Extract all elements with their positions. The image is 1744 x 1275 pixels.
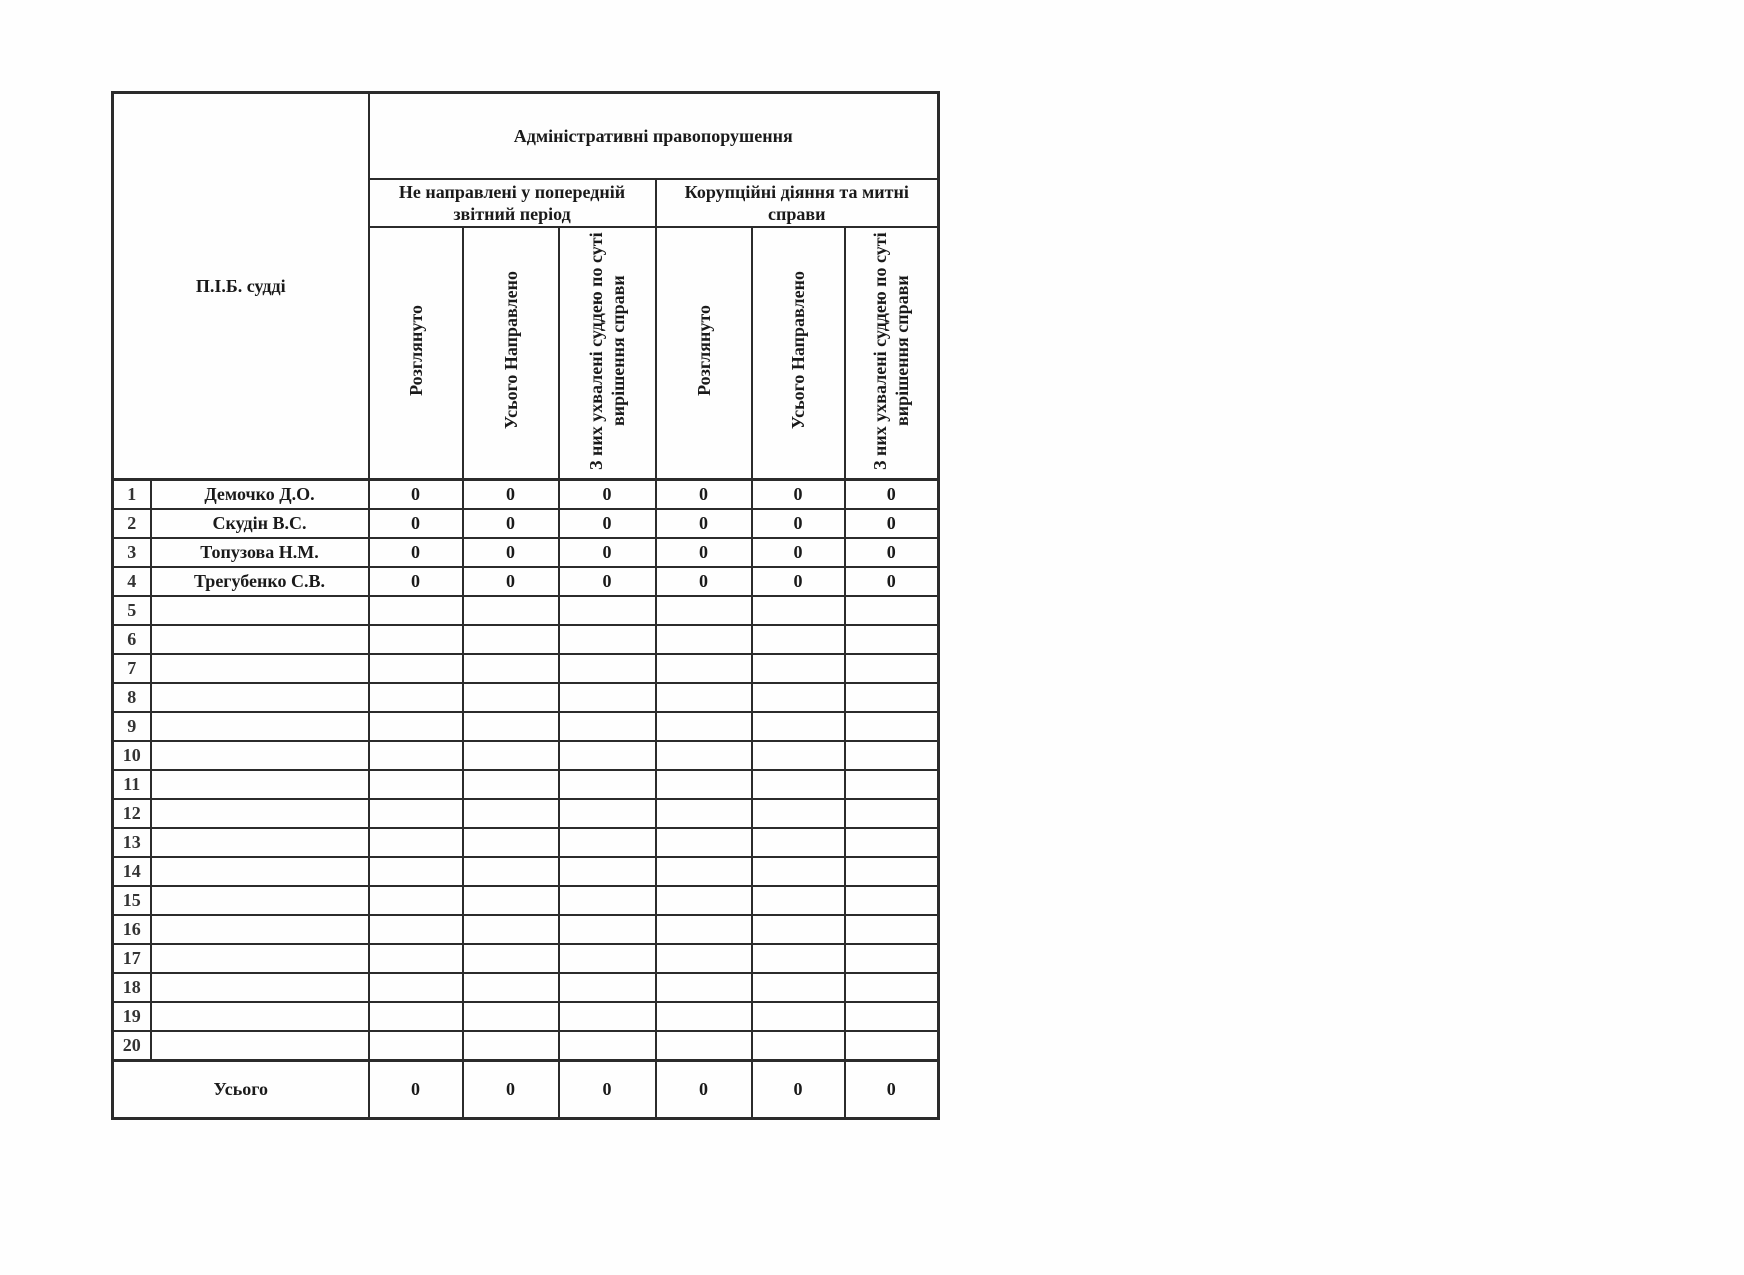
value-cell xyxy=(845,596,939,625)
judge-name-cell xyxy=(151,799,369,828)
value-cell xyxy=(463,741,559,770)
row-number: 3 xyxy=(113,538,151,567)
value-cell: 0 xyxy=(463,538,559,567)
value-cell xyxy=(752,712,845,741)
value-cell xyxy=(559,857,656,886)
total-value-cell: 0 xyxy=(559,1061,656,1119)
column-header xyxy=(559,227,656,480)
value-cell: 0 xyxy=(559,538,656,567)
judge-name-cell xyxy=(151,625,369,654)
value-cell xyxy=(656,857,752,886)
value-cell: 0 xyxy=(463,509,559,538)
value-cell xyxy=(559,944,656,973)
value-cell xyxy=(845,1002,939,1031)
value-cell xyxy=(463,944,559,973)
value-cell xyxy=(463,712,559,741)
row-number: 16 xyxy=(113,915,151,944)
value-cell xyxy=(656,712,752,741)
value-cell xyxy=(559,973,656,1002)
value-cell: 0 xyxy=(463,480,559,510)
column-header-label: З них ухвалені суддею по суті вирішення справи xyxy=(586,231,628,470)
value-cell xyxy=(656,741,752,770)
value-cell xyxy=(656,654,752,683)
value-cell xyxy=(559,799,656,828)
judge-name-cell: Скудін В.С. xyxy=(151,509,369,538)
table-row xyxy=(113,973,939,1002)
value-cell xyxy=(752,915,845,944)
value-cell xyxy=(463,683,559,712)
row-number: 19 xyxy=(113,1002,151,1031)
table-row xyxy=(113,538,939,567)
value-cell xyxy=(369,799,463,828)
total-row xyxy=(113,1061,939,1119)
value-cell xyxy=(463,857,559,886)
judge-name-cell: Трегубенко С.В. xyxy=(151,567,369,596)
value-cell: 0 xyxy=(559,509,656,538)
row-number: 14 xyxy=(113,857,151,886)
value-cell: 0 xyxy=(656,480,752,510)
table-row xyxy=(113,712,939,741)
value-cell xyxy=(752,828,845,857)
value-cell xyxy=(752,741,845,770)
value-cell xyxy=(845,944,939,973)
value-cell xyxy=(369,712,463,741)
row-number: 1 xyxy=(113,480,151,510)
value-cell xyxy=(463,770,559,799)
value-cell xyxy=(463,596,559,625)
table-row xyxy=(113,741,939,770)
row-number: 12 xyxy=(113,799,151,828)
table-row xyxy=(113,1002,939,1031)
row-number: 20 xyxy=(113,1031,151,1061)
value-cell xyxy=(463,886,559,915)
value-cell xyxy=(656,625,752,654)
value-cell: 0 xyxy=(369,480,463,510)
value-cell xyxy=(845,625,939,654)
value-cell xyxy=(369,944,463,973)
value-cell xyxy=(369,683,463,712)
value-cell xyxy=(559,654,656,683)
value-cell xyxy=(845,1031,939,1061)
table-row xyxy=(113,915,939,944)
row-number: 10 xyxy=(113,741,151,770)
table-row xyxy=(113,944,939,973)
judge-name-cell: Топузова Н.М. xyxy=(151,538,369,567)
table-row xyxy=(113,828,939,857)
value-cell xyxy=(463,654,559,683)
table-row xyxy=(113,857,939,886)
value-cell xyxy=(752,973,845,1002)
column-header xyxy=(463,227,559,480)
value-cell: 0 xyxy=(369,567,463,596)
judge-name-header: П.І.Б. судді xyxy=(113,93,369,480)
value-cell: 0 xyxy=(845,480,939,510)
total-value-cell: 0 xyxy=(463,1061,559,1119)
table-row xyxy=(113,480,939,510)
value-cell xyxy=(845,886,939,915)
value-cell xyxy=(369,596,463,625)
judge-name-cell xyxy=(151,828,369,857)
value-cell xyxy=(369,770,463,799)
column-header-label: Розглянуто xyxy=(693,305,714,396)
table-row xyxy=(113,654,939,683)
value-cell xyxy=(369,828,463,857)
value-cell xyxy=(369,886,463,915)
row-number: 6 xyxy=(113,625,151,654)
value-cell xyxy=(369,857,463,886)
value-cell xyxy=(463,973,559,1002)
judge-name-cell xyxy=(151,770,369,799)
value-cell xyxy=(752,857,845,886)
row-number: 8 xyxy=(113,683,151,712)
row-number: 2 xyxy=(113,509,151,538)
judge-name-cell xyxy=(151,654,369,683)
value-cell xyxy=(656,944,752,973)
value-cell xyxy=(752,799,845,828)
value-cell xyxy=(752,683,845,712)
value-cell: 0 xyxy=(656,567,752,596)
value-cell: 0 xyxy=(656,509,752,538)
value-cell: 0 xyxy=(845,567,939,596)
row-number: 9 xyxy=(113,712,151,741)
row-number: 17 xyxy=(113,944,151,973)
value-cell: 0 xyxy=(752,509,845,538)
value-cell xyxy=(369,1002,463,1031)
column-header-label: Усього Направлено xyxy=(788,271,808,430)
value-cell xyxy=(845,741,939,770)
value-cell xyxy=(369,1031,463,1061)
total-value-cell: 0 xyxy=(369,1061,463,1119)
judge-name-cell xyxy=(151,1002,369,1031)
row-number: 7 xyxy=(113,654,151,683)
column-header xyxy=(752,227,845,480)
column-header xyxy=(845,227,939,480)
value-cell: 0 xyxy=(369,509,463,538)
value-cell xyxy=(656,799,752,828)
table-row xyxy=(113,799,939,828)
value-cell xyxy=(752,770,845,799)
table-row xyxy=(113,770,939,799)
value-cell xyxy=(656,1002,752,1031)
value-cell xyxy=(463,828,559,857)
value-cell xyxy=(656,828,752,857)
row-number: 11 xyxy=(113,770,151,799)
table-row xyxy=(113,596,939,625)
total-label: Усього xyxy=(113,1061,369,1119)
value-cell xyxy=(463,799,559,828)
judge-name-cell xyxy=(151,886,369,915)
column-header xyxy=(656,227,752,480)
judge-name-cell xyxy=(151,857,369,886)
row-number: 18 xyxy=(113,973,151,1002)
judge-name-cell xyxy=(151,683,369,712)
value-cell xyxy=(656,770,752,799)
value-cell xyxy=(656,683,752,712)
subgroup-header-not-sent: Не направлені у попередній звітний період xyxy=(369,179,656,227)
value-cell xyxy=(369,915,463,944)
value-cell xyxy=(656,596,752,625)
judge-name-cell xyxy=(151,973,369,1002)
value-cell xyxy=(559,712,656,741)
value-cell xyxy=(369,654,463,683)
value-cell xyxy=(845,770,939,799)
column-header-label: Усього Направлено xyxy=(500,271,521,430)
value-cell xyxy=(656,1031,752,1061)
value-cell xyxy=(463,1002,559,1031)
value-cell xyxy=(752,654,845,683)
value-cell: 0 xyxy=(845,538,939,567)
value-cell xyxy=(752,1031,845,1061)
value-cell xyxy=(559,1031,656,1061)
value-cell xyxy=(559,915,656,944)
row-number: 15 xyxy=(113,886,151,915)
row-number: 5 xyxy=(113,596,151,625)
value-cell: 0 xyxy=(752,480,845,510)
column-header xyxy=(369,227,463,480)
judge-name-cell xyxy=(151,741,369,770)
value-cell xyxy=(463,1031,559,1061)
judge-name-cell xyxy=(151,915,369,944)
value-cell xyxy=(369,741,463,770)
value-cell xyxy=(369,973,463,1002)
total-value-cell: 0 xyxy=(752,1061,845,1119)
value-cell xyxy=(752,625,845,654)
value-cell: 0 xyxy=(559,480,656,510)
value-cell xyxy=(559,683,656,712)
value-cell xyxy=(463,915,559,944)
judge-name-cell xyxy=(151,1031,369,1061)
value-cell: 0 xyxy=(752,538,845,567)
value-cell xyxy=(559,770,656,799)
value-cell xyxy=(752,1002,845,1031)
subgroup-header-corruption: Корупційні діяння та митні справи xyxy=(656,179,939,227)
judges-report-table xyxy=(111,91,940,1120)
judge-name-cell xyxy=(151,596,369,625)
value-cell xyxy=(845,857,939,886)
value-cell xyxy=(656,886,752,915)
value-cell xyxy=(752,886,845,915)
value-cell xyxy=(559,886,656,915)
value-cell xyxy=(559,625,656,654)
value-cell xyxy=(845,683,939,712)
value-cell xyxy=(752,596,845,625)
value-cell xyxy=(656,915,752,944)
value-cell: 0 xyxy=(369,538,463,567)
value-cell xyxy=(369,625,463,654)
row-number: 4 xyxy=(113,567,151,596)
value-cell xyxy=(845,799,939,828)
group-header: Адміністративні правопорушення xyxy=(369,93,939,180)
table-row xyxy=(113,567,939,596)
value-cell: 0 xyxy=(845,509,939,538)
value-cell: 0 xyxy=(463,567,559,596)
judge-name-cell xyxy=(151,944,369,973)
value-cell xyxy=(752,944,845,973)
value-cell xyxy=(845,654,939,683)
value-cell: 0 xyxy=(559,567,656,596)
table-row xyxy=(113,886,939,915)
row-number: 13 xyxy=(113,828,151,857)
value-cell xyxy=(559,741,656,770)
value-cell xyxy=(463,625,559,654)
column-header-label: Розглянуто xyxy=(405,305,426,396)
judge-name-cell xyxy=(151,712,369,741)
value-cell xyxy=(559,1002,656,1031)
table-row xyxy=(113,509,939,538)
value-cell: 0 xyxy=(656,538,752,567)
value-cell xyxy=(845,973,939,1002)
table-row xyxy=(113,1031,939,1061)
value-cell xyxy=(559,596,656,625)
value-cell xyxy=(845,712,939,741)
total-value-cell: 0 xyxy=(656,1061,752,1119)
value-cell: 0 xyxy=(752,567,845,596)
total-value-cell: 0 xyxy=(845,1061,939,1119)
table-row xyxy=(113,625,939,654)
value-cell xyxy=(845,828,939,857)
value-cell xyxy=(656,973,752,1002)
table-row xyxy=(113,683,939,712)
value-cell xyxy=(845,915,939,944)
value-cell xyxy=(559,828,656,857)
judge-name-cell: Демочко Д.О. xyxy=(151,480,369,510)
column-header-label: З них ухвалені суддею по суті вирішення справи xyxy=(870,231,913,470)
